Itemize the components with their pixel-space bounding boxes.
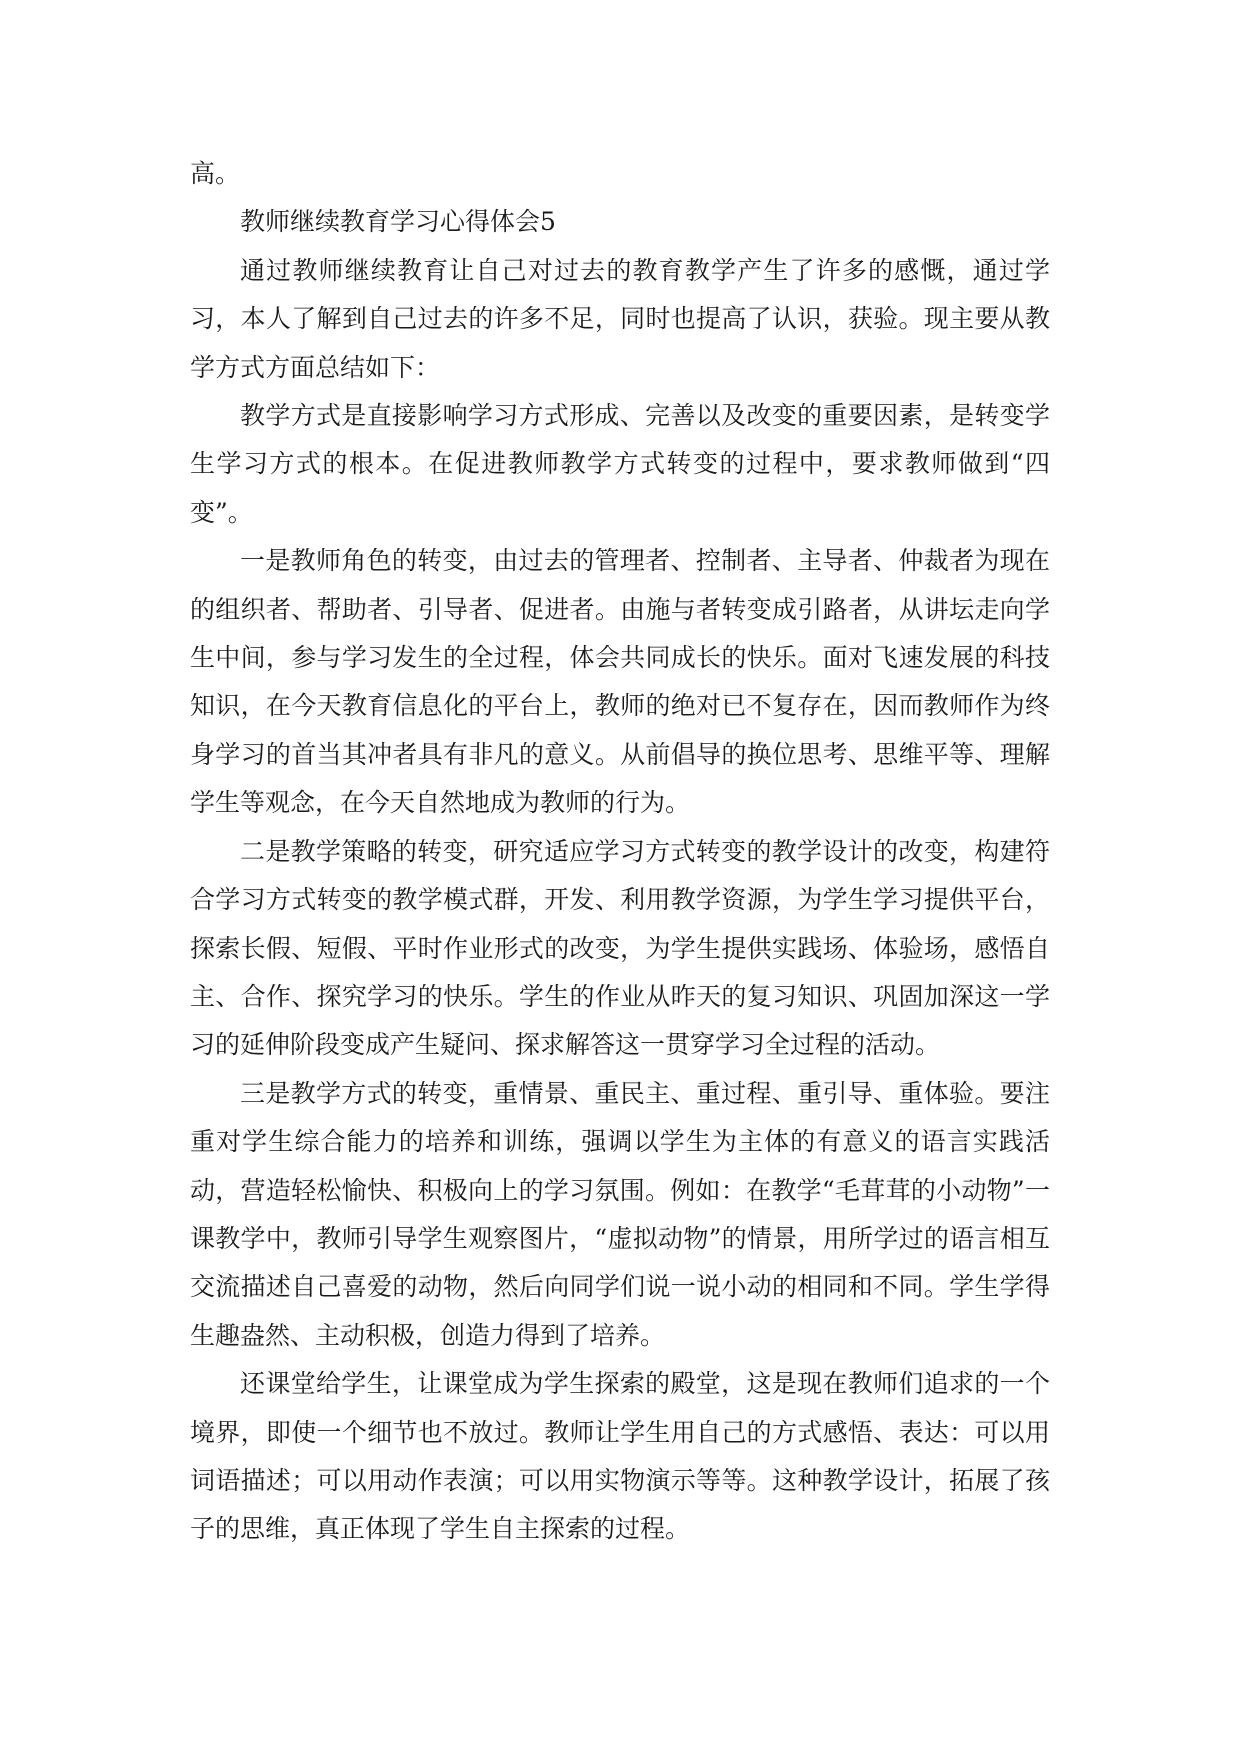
paragraph: 还课堂给学生，让课堂成为学生探索的殿堂，这是现在教师们追求的一个境界，即使一个细节也不放过。教师让学生用自己的方式感悟、表达：可以用词语描述；可以用动作表演；可以用实物演示等等。这种教学设计，拓展了孩子的思维，真正体现了学生自主探索的过程。 [190, 1369, 1050, 1544]
paragraph: 通过教师继续教育让自己对过去的教育教学产生了许多的感慨，通过学习，本人了解到自己过去的许多不足，同时也提高了认识，获验。现主要从教学方式方面总结如下： [190, 255, 1050, 382]
section-heading: 教师继续教育学习心得体会5 [240, 207, 556, 237]
document-body [190, 150, 1050, 1554]
paragraph: 三是教学方式的转变，重情景、重民主、重过程、重引导、重体验。要注重对学生综合能力的培养和训练，强调以学生为主体的有意义的语言实践活动，营造轻松愉快、积极向上的学习氛围。例如：在教学“毛茸茸的小动物”一课教学中，教师引导学生观察图片，“虚拟动物”的情景，用所学过的语言相互交流描述自己喜爱的动物，然后向同学们说一说小动的相同和不同。学生学得生趣盎然、主动积极，创造力得到了培养。 [190, 1078, 1050, 1350]
paragraph: 教学方式是直接影响学习方式形成、完善以及改变的重要因素，是转变学生学习方式的根本。在促进教师教学方式转变的过程中，要求教师做到“四变”。 [190, 401, 1050, 527]
paragraph: 二是教学策略的转变，研究适应学习方式转变的教学设计的改变，构建符合学习方式转变的教学模式群，开发、利用教学资源，为学生学习提供平台，探索长假、短假、平时作业形式的改变，为学生提供实践场、体验场，感悟自主、合作、探究学习的快乐。学生的作业从昨天的复习知识、巩固加深这一学习的延伸阶段变成产生疑问、探求解答这一贯穿学习全过程的活动。 [190, 836, 1050, 1060]
paragraph-continuation: 高。 [190, 159, 241, 188]
paragraph: 一是教师角色的转变，由过去的管理者、控制者、主导者、仲裁者为现在的组织者、帮助者、引导者、促进者。由施与者转变成引路者，从讲坛走向学生中间，参与学习发生的全过程，体会共同成长的快乐。面对飞速发展的科技知识，在今天教育信息化的平台上，教师的绝对已不复存在，因而教师作为终身学习的首当其冲者具有非凡的意义。从前倡导的换位思考、思维平等、理解学生等观念，在今天自然地成为教师的行为。 [190, 546, 1050, 818]
